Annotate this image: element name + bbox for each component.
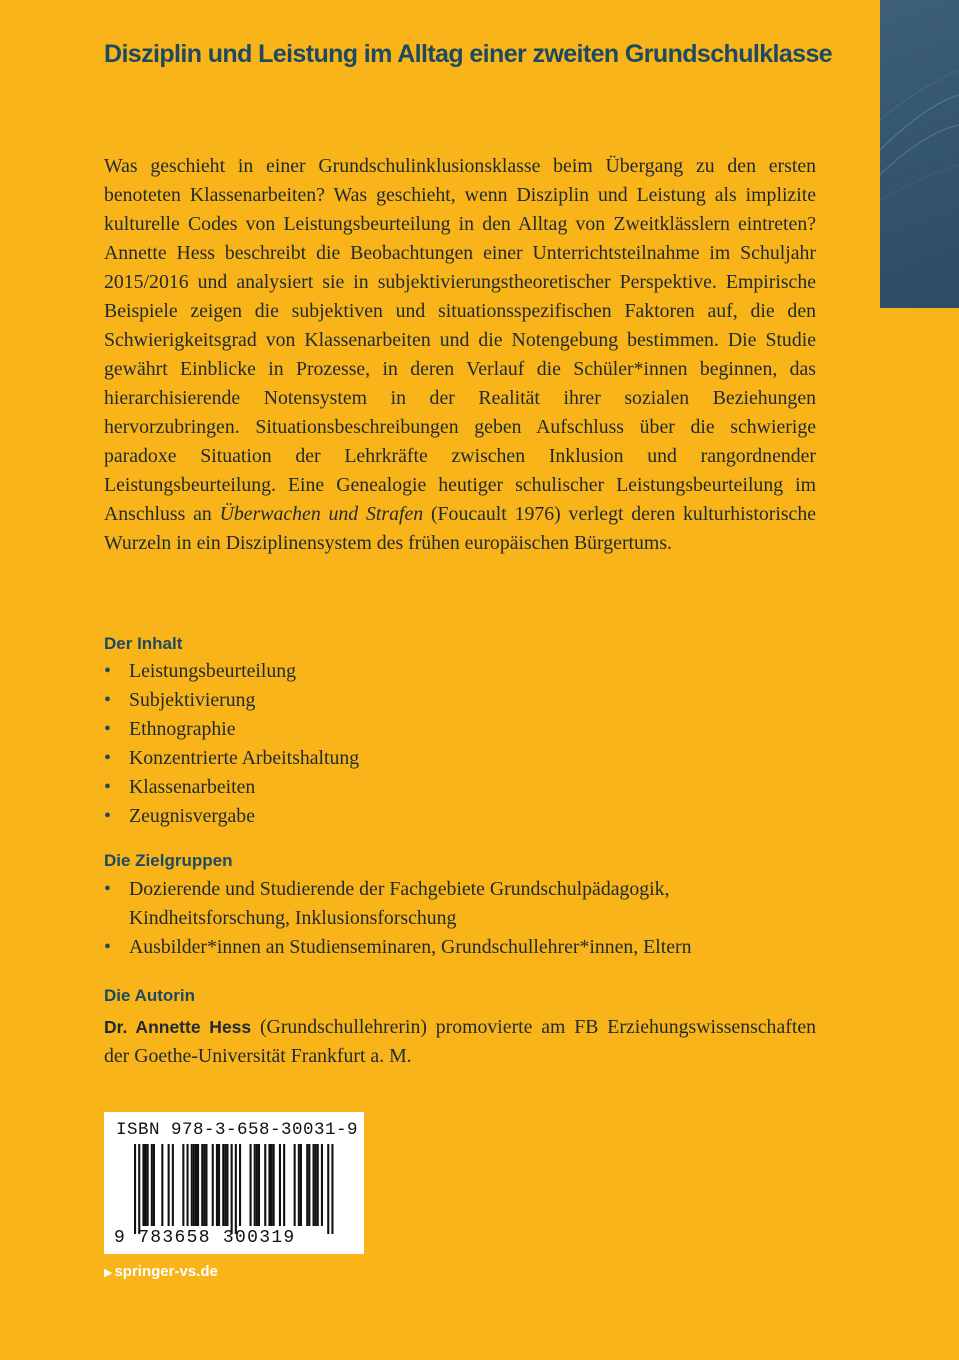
autorin-heading: Die Autorin bbox=[104, 986, 195, 1005]
barcode-bar bbox=[327, 1144, 329, 1234]
barcode-bar bbox=[254, 1144, 256, 1226]
zielgruppen-list bbox=[104, 875, 824, 962]
barcode-bar bbox=[283, 1144, 285, 1226]
list-item: • Klassenarbeiten bbox=[104, 773, 824, 802]
barcode-bar bbox=[161, 1144, 163, 1226]
bullet-icon: • bbox=[104, 936, 111, 958]
book-blurb bbox=[104, 152, 816, 558]
barcode-bar bbox=[313, 1144, 315, 1226]
barcode-bar bbox=[203, 1144, 205, 1226]
ean-number: 9 783658 300319 bbox=[114, 1228, 296, 1248]
barcode-bar bbox=[216, 1144, 218, 1226]
isbn-label: ISBN 978-3-658-30031-9 bbox=[116, 1120, 359, 1140]
barcode-bar bbox=[306, 1144, 308, 1226]
barcode-bar bbox=[317, 1144, 319, 1226]
bullet-icon: • bbox=[104, 878, 111, 900]
isbn-barcode bbox=[104, 1112, 364, 1254]
barcode-bar bbox=[258, 1144, 260, 1226]
barcode-bar bbox=[231, 1144, 233, 1234]
barcode-bar bbox=[134, 1144, 136, 1234]
blurb-text-part2: (Foucault 1976) verlegt deren kulturhistorische Wurzeln in ein Disziplinensystem des frühen europäischen Bürgertums. bbox=[104, 503, 816, 554]
list-item: • Dozierende und Studierende der Fachgebiete Grundschulpädagogik, Kindheitsforschung, Inklusionsforschung bbox=[104, 875, 824, 933]
bullet-icon: • bbox=[104, 660, 111, 682]
barcode-bar bbox=[153, 1144, 155, 1226]
list-item: • Zeugnisvergabe bbox=[104, 802, 824, 831]
list-item: • Ethnographie bbox=[104, 715, 824, 744]
barcode-bar bbox=[147, 1144, 149, 1226]
barcode-bar bbox=[191, 1144, 193, 1226]
barcode-bar bbox=[271, 1144, 273, 1226]
barcode-bar bbox=[315, 1144, 317, 1226]
barcode-bar bbox=[222, 1144, 224, 1226]
barcode-bar bbox=[279, 1144, 281, 1226]
list-item: • Subjektivierung bbox=[104, 686, 824, 715]
barcode-bar bbox=[145, 1144, 147, 1226]
barcode-bar bbox=[224, 1144, 226, 1226]
author-bio-text: (Grundschullehrerin) promovierte am FB Erziehungswissenschaften der Goethe-Universität Frankfurt a. M. bbox=[104, 1016, 816, 1067]
publisher-url: springer-vs.de bbox=[114, 1263, 218, 1280]
list-item: • Ausbilder*innen an Studienseminaren, Grundschullehrer*innen, Eltern bbox=[104, 933, 824, 962]
publisher-link[interactable] bbox=[104, 1263, 218, 1280]
list-item: • Leistungsbeurteilung bbox=[104, 657, 824, 686]
barcode-bar bbox=[172, 1144, 174, 1226]
barcode-bar bbox=[331, 1144, 333, 1234]
arrow-right-icon: ▶ bbox=[104, 1267, 113, 1279]
barcode-bar bbox=[256, 1144, 258, 1226]
zielgruppen-heading: Die Zielgruppen bbox=[104, 851, 233, 870]
barcode-bar bbox=[300, 1144, 302, 1226]
list-item: • Konzentrierte Arbeitshaltung bbox=[104, 744, 824, 773]
barcode-bar bbox=[226, 1144, 228, 1226]
barcode-bar bbox=[151, 1144, 153, 1226]
barcode-bar bbox=[168, 1144, 170, 1226]
bullet-icon: • bbox=[104, 689, 111, 711]
bullet-icon: • bbox=[104, 747, 111, 769]
barcode-bar bbox=[268, 1144, 270, 1226]
inhalt-heading: Der Inhalt bbox=[104, 634, 183, 653]
book-title: Disziplin und Leistung im Alltag einer zweiten Grundschulklasse bbox=[104, 40, 833, 68]
barcode-bar bbox=[239, 1144, 241, 1226]
barcode-bar bbox=[235, 1144, 237, 1234]
barcode-bar bbox=[201, 1144, 203, 1226]
barcode-bar bbox=[197, 1144, 199, 1226]
barcode-bar bbox=[187, 1144, 189, 1226]
barcode-bar bbox=[294, 1144, 296, 1226]
barcode-bar bbox=[205, 1144, 207, 1226]
inhalt-list bbox=[104, 657, 824, 831]
barcode-bar bbox=[142, 1144, 144, 1226]
bullet-icon: • bbox=[104, 805, 111, 827]
cover-accent-panel bbox=[880, 0, 959, 308]
barcode-bar bbox=[182, 1144, 184, 1226]
blurb-italic-title: Überwachen und Strafen bbox=[219, 503, 424, 525]
barcode-bar bbox=[193, 1144, 195, 1226]
barcode-bar bbox=[212, 1144, 214, 1226]
blurb-text-part1: Was geschieht in einer Grundschulinklusionsklasse beim Übergang zu den ersten benoteten Klassenarbeiten? Was geschieht, wenn Disziplin und Leistung als implizite kulturelle Codes von Leistungsbeurteilung in den Alltag von Zweitklässlern eintreten? Annette Hess beschreibt die Beobachtungen einer Unterrichtsteilnahme im Schuljahr 2015/2016 und analysiert sie in subjektivierungstheoretischer Perspektive. Empirische Beispiele zeigen die subjektiven und situationsspezifischen Faktoren auf, die den Schwierigkeitsgrad von Klassenarbeiten und die Notengebung bestimmen. Die Studie gewährt Einblicke in Prozesse, in deren Verlauf die Schüler*innen beginnen, das hierarchisierende Notensystem in der Realität ihrer sozialen Beziehungen hervorzubringen. Situationsbeschreibungen geben Aufschluss über die schwierige paradoxe Situation der Lehrkräfte zwischen Inklusion und rangordnender Leistungsbeurteilung. Eine Genealogie heutiger schulischer Leistungsbeurteilung im Anschluss an bbox=[104, 155, 816, 525]
barcode-bar bbox=[298, 1144, 300, 1226]
author-name: Dr. Annette Hess bbox=[104, 1017, 252, 1037]
barcode-bar bbox=[264, 1144, 266, 1226]
barcode-bar bbox=[321, 1144, 323, 1226]
bullet-icon: • bbox=[104, 776, 111, 798]
bullet-icon: • bbox=[104, 718, 111, 740]
barcode-bar bbox=[273, 1144, 275, 1226]
cover-accent-curves bbox=[880, 0, 959, 308]
author-bio bbox=[104, 1013, 816, 1071]
barcode-bar bbox=[250, 1144, 252, 1226]
barcode-bar bbox=[218, 1144, 220, 1226]
barcode-bar bbox=[308, 1144, 310, 1226]
barcode-bar bbox=[195, 1144, 197, 1226]
barcode-bar bbox=[138, 1144, 140, 1234]
